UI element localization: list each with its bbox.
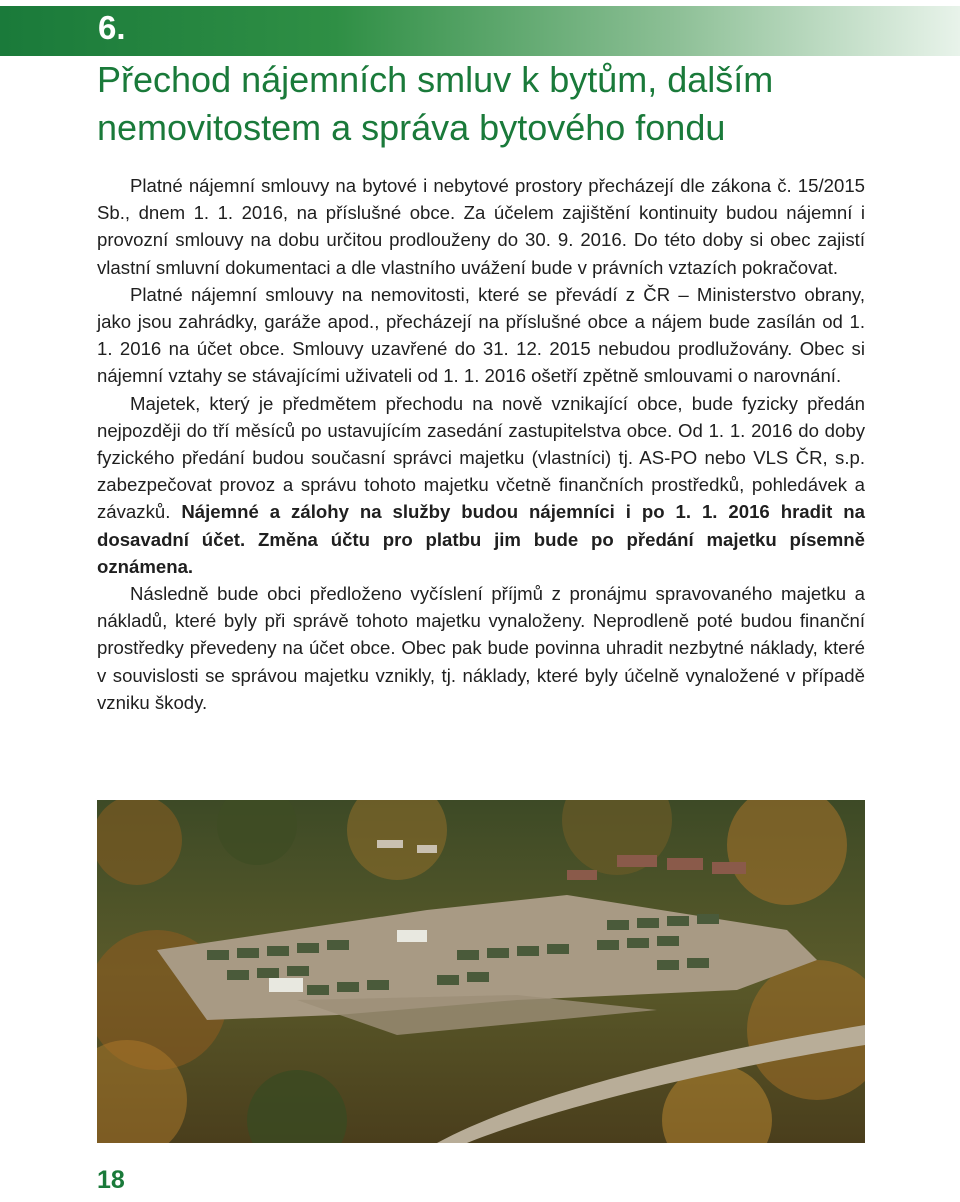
aerial-photo bbox=[97, 800, 865, 1143]
chapter-number: 6. bbox=[98, 9, 126, 46]
page-number: 18 bbox=[97, 1166, 125, 1194]
paragraph-3-text: Majetek, který je předmětem přechodu na nově vznikající obce, bude fyzicky předán nejpozději do tří měsíců po ustavujícím zasedání zastupitelstva obce. Od 1. 1. 2016 do doby fyzického předání budou současní správci majetku (vlastníci) tj. AS-PO nebo VLS ČR, s.p. zabezpečovat provoz a správu tohoto majetku včetně finančních prostředků, pohledávek a závazků. bbox=[97, 392, 865, 523]
paragraph-3-bold: Nájemné a zálohy na služby budou nájemníci i po 1. 1. 2016 hradit na dosavadní účet. Změna účtu pro platbu jim bude po předání majetku písemně oznámena. bbox=[97, 501, 866, 577]
chapter-title: Přechod nájemních smluv k bytům, dalším nemovitostem a správa bytového fondu bbox=[97, 59, 774, 148]
paragraph-1: Platné nájemní smlouvy na bytové i nebytové prostory přecházejí dle zákona č. 15/2015 Sb., dnem 1. 1. 2016, na příslušné obce. Za účelem zajištění kontinuity budou nájemní i provozní smlouvy na dobu určitou prodlouženy do 30. 9. 2016. Do této doby si obec zajistí vlastní smluvní dokumentaci a dle vlastního uvážení bude v právních vztazích pokračovat. bbox=[97, 175, 865, 278]
body-text bbox=[97, 172, 865, 716]
chapter-header-band bbox=[0, 6, 960, 56]
paragraph-3 bbox=[97, 390, 865, 580]
paragraph-2: Platné nájemní smlouvy na nemovitosti, které se převádí z ČR – Ministerstvo obrany, jako jsou zahrádky, garáže apod., přecházejí na příslušné obce a nájem bude zasílán od 1. 1. 2016 na účet obce. Smlouvy uzavřené do 31. 12. 2015 nebudou prodlužovány. Obec si nájemní vztahy se stávajícími uživateli od 1. 1. 2016 ošetří zpětně smlouvami o narovnání. bbox=[97, 283, 865, 387]
paragraph-4: Následně bude obci předloženo vyčíslení příjmů z pronájmu spravovaného majetku a nákladů, které byly při správě tohoto majetku vynaloženy. Neprodleně poté budou finanční prostředky převedeny na účet obce. Obec pak bude povinna uhradit nezbytné náklady, které v souvislosti se správou majetku vznikly, tj. náklady, které byly účelně vynaložené v případě vzniku škody. bbox=[97, 583, 865, 713]
